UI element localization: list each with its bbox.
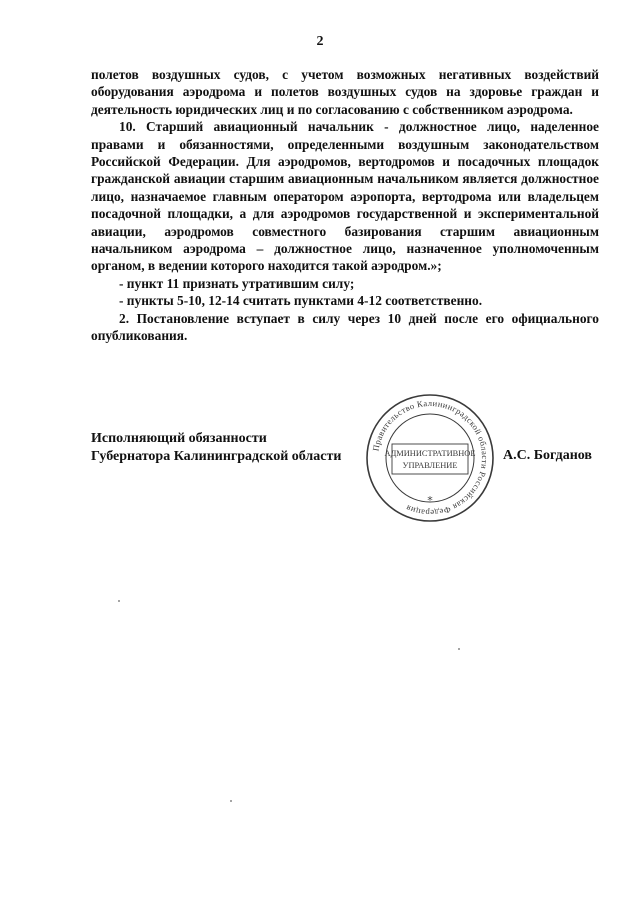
document-body (91, 66, 599, 345)
svg-text:Правительство Калининградской: Правительство Калининградской области Российская Федерация (370, 397, 491, 519)
paragraph-renumber: - пункты 5-10, 12-14 считать пунктами 4-12 соответственно. (119, 293, 483, 309)
paragraph-item-10: 10. Старший авиационный начальник - должностное лицо, наделенное правами и обязанностями, определенными воздушным законодательством Российской Федерации. Для аэродромов, вертодромов и посадочных площадок гражданской авиации старшим авиационным начальником является должностное лицо, назначаемое главным оператором аэропорта, вертодрома или владельцем посадочной площадки, а для аэродромов государственной и экспериментальной авиации, аэродромов совместного базирования старшим авиационным начальником аэродрома – должностное лицо, назначенное уполномоченным органом, в ведении которого находится такой аэродром.»; (91, 119, 599, 274)
signer-name: А.С. Богданов (503, 448, 592, 463)
paragraph-effective-date: 2. Постановление вступает в силу через 10 дней после его официального опубликования. (91, 310, 599, 344)
page-number: 2 (316, 34, 324, 49)
signature-block (91, 430, 341, 466)
signer-position-line1: Исполняющий обязанности (91, 431, 267, 446)
signer-position-line2: Губернатора Калининградской области (91, 449, 342, 464)
svg-text:*: * (427, 494, 433, 507)
paragraph-continuation: полетов воздушных судов, с учетом возможных негативных воздействий оборудования аэродрома и полетов воздушных судов на здоровье граждан и деятельность юридических лиц и по согласованию с собственником аэродрома. (91, 67, 599, 117)
paragraph-point-11: - пункт 11 признать утратившим силу; (119, 275, 355, 291)
svg-text:УПРАВЛЕНИЕ: УПРАВЛЕНИЕ (402, 461, 458, 470)
official-seal (364, 392, 496, 524)
svg-text:АДМИНИСТРАТИВНОЕ: АДМИНИСТРАТИВНОЕ (384, 449, 476, 458)
